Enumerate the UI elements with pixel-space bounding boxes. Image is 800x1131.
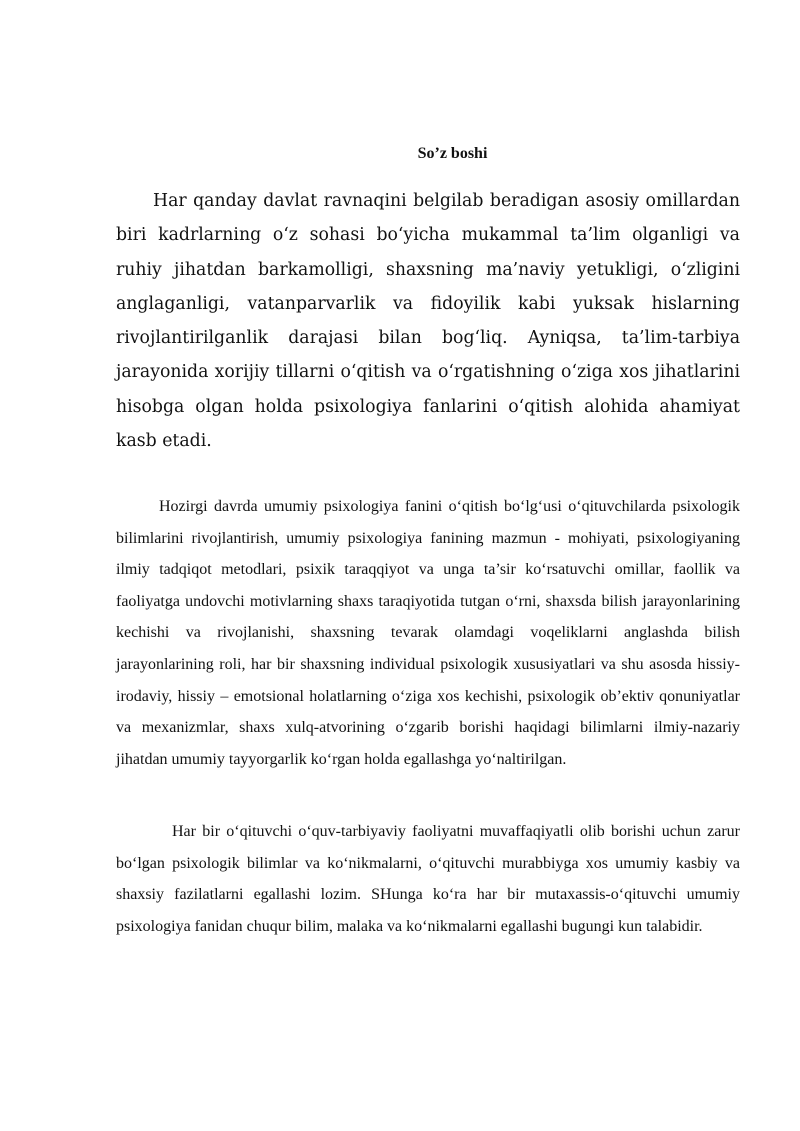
- paragraph-psychology-teaching: Hozirgi davrda umumiy psixologiya fanini o‘qitish bo‘lg‘usi o‘qituvchilarda psixologik bilimlarini rivojlantirish, umumiy psixologiya fanining mazmun - mohiyati, psixologiyaning ilmiy tadqiqot metodlari, psixik taraqqiyot va unga ta’sir ko‘rsatuvchi omillar, faollik va faoliyatga undovchi motivlarning shaxs taraqiyotida tutgan o‘rni, shaxsda bilish jarayonlarining kechishi va rivojlanishi, shaxsning tevarak olamdagi voqeliklarni anglashda bilish jarayonlarining roli, har bir shaxsning individual psixologik xususiyatlari va shu asosda hissiy-irodaviy, hissiy – emotsional holatlarning o‘ziga xos kechishi, psixologik ob’ektiv qonuniyatlar va mexanizmlar, shaxs xulq-atvorining o‘zgarib borishi haqidagi bilimlarni ilmiy-nazariy jihatdan umumiy tayyorgarlik ko‘rgan holda egallashga yo‘naltirilgan.: [116, 498, 740, 768]
- paragraph-intro: Har qanday davlat ravnaqini belgilab beradigan asosiy omillardan biri kadrlarning o‘z sohasi bo‘yicha mukammal ta’lim olganligi va ruhiy jihatdan barkamolligi, shaxsning ma’naviy yetukligi, o‘zligini anglaganligi, vatanparvarlik va fidoyilik kabi yuksak hislarning rivojlantirilganlik darajasi bilan bog‘liq. Ayniqsa, ta’lim-tarbiya jarayonida xorijiy tillarni o‘qitish va o‘rgatishning o‘ziga xos jihatlarini hisobga olgan holda psixologiya fanlarini o‘qitish alohida ahamiyat kasb etadi.: [116, 191, 740, 452]
- paragraph-teacher-requirements: Har bir o‘qituvchi o‘quv-tarbiyaviy faoliyatni muvaffaqiyatli olib borishi uchun zarur bo‘lgan psixologik bilimlar va ko‘nikmalarni, o‘qituvchi murabbiyga xos umumiy kasbiy va shaxsiy fazilatlarni egallashi lozim. SHunga ko‘ra har bir mutaxassis-o‘qituvchi umumiy psixologiya fanidan chuqur bilim, malaka va ko‘nikmalarni egallashi bugungi kun talabidir.: [116, 823, 740, 935]
- page-heading: So’z boshi: [417, 145, 488, 162]
